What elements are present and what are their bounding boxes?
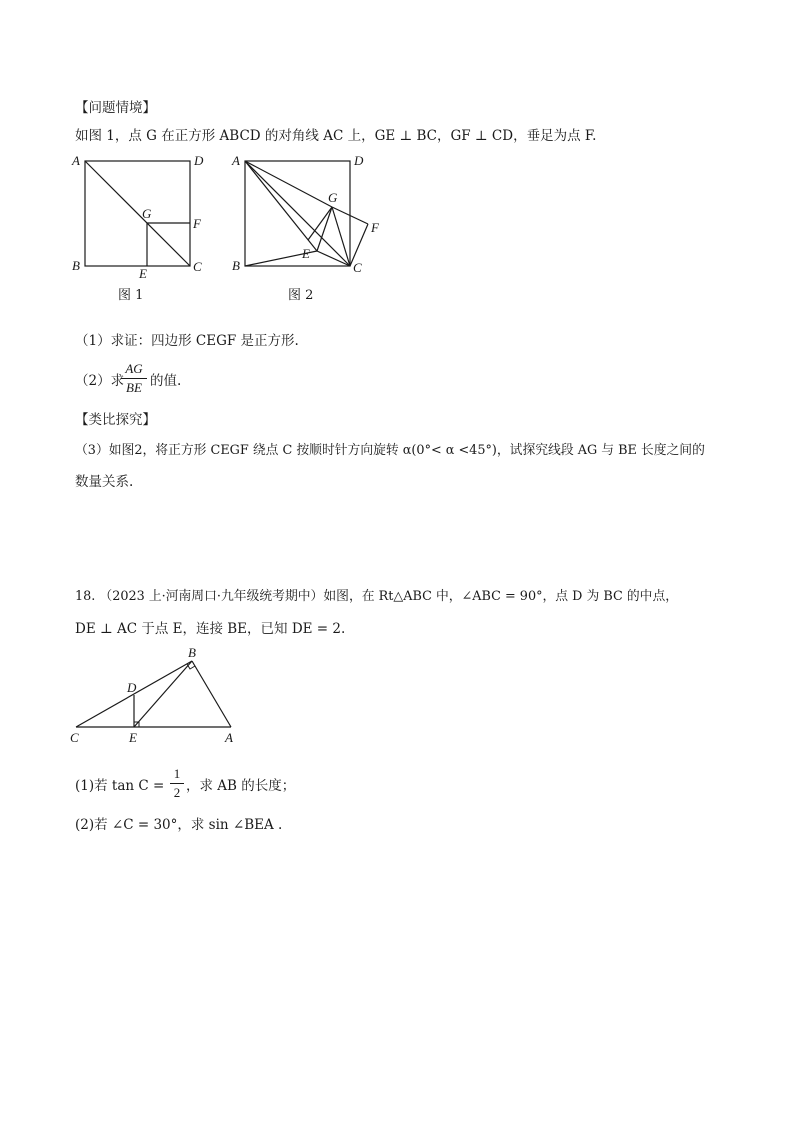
segment-g-mid [308,207,332,240]
figure-triangle [65,644,245,746]
diagonal-ac [85,161,190,266]
question-3-line-2: 数量关系. [75,474,134,490]
problem18-line-2: DE ⊥ AC 于点 E，连接 BE，已知 DE = 2. [75,621,346,637]
label-a: A [225,730,233,745]
segment-eg [317,207,332,251]
label-c: C [353,260,362,275]
figure-1-caption: 图 1 [118,288,144,303]
label-b: B [72,258,80,273]
problem18-line-1: 18. （2023 上·河南周口·九年级统考期中）如图，在 Rt△ABC 中，∠ABC = 90°，点 D 为 BC 的中点， [75,589,679,604]
figure-1-caption-box [110,284,170,304]
label-a: A [72,153,80,168]
label-b: B [232,258,240,273]
fraction-numerator: 1 [173,766,181,781]
segment-ec [317,251,350,266]
fraction-bar [170,783,184,784]
section-heading-analogy: 【类比探究】 [75,412,156,428]
p18-question-1-suffix: ，求 AB 的长度； [186,778,296,794]
fraction-one-half [170,766,184,801]
p18-question-2: (2)若 ∠C = 30°，求 sin ∠BEA . [75,817,283,833]
fraction-bar [121,378,147,379]
fraction-numerator: AG [125,361,143,376]
segment-ag [245,161,332,207]
figure-1 [70,152,210,280]
label-d: D [354,153,364,168]
label-g: G [328,190,338,205]
label-f: F [371,220,379,235]
label-a: A [232,153,240,168]
figure-2-caption-box [282,284,342,304]
fraction-denominator: BE [126,380,142,395]
question-2-prefix: （2）求 [75,373,125,389]
segment-ba [192,661,231,727]
label-e: E [302,246,310,261]
label-c: C [193,259,202,274]
label-d: D [127,680,137,695]
figure-2-caption: 图 2 [288,288,314,303]
label-e: E [139,266,147,280]
label-g: G [142,206,152,221]
label-c: C [70,730,79,745]
fraction-ag-over-be [121,361,147,396]
problem17-intro: 如图 1，点 G 在正方形 ABCD 的对角线 AC 上，GE ⊥ BC，GF ⊥ CD，垂足为点 F. [75,128,597,144]
fraction-denominator: 2 [173,785,181,800]
segment-ae [245,161,317,251]
figure-2 [228,152,388,280]
label-e: E [129,730,137,745]
segment-be [134,661,192,727]
label-d: D [194,153,204,168]
question-3-line-1: （3）如图2，将正方形 CEGF 绕点 C 按顺时针方向旋转 α(0°< α <45°)，试探究线段 AG 与 BE 长度之间的 [75,443,705,458]
label-f: F [193,216,201,231]
section-heading-problem-context: 【问题情境】 [75,100,156,116]
question-2-suffix: 的值. [150,373,182,389]
label-b: B [188,645,196,660]
p18-question-1-prefix: (1)若 tan C = [75,778,165,794]
question-1: （1）求证：四边形 CEGF 是正方形. [75,333,299,349]
